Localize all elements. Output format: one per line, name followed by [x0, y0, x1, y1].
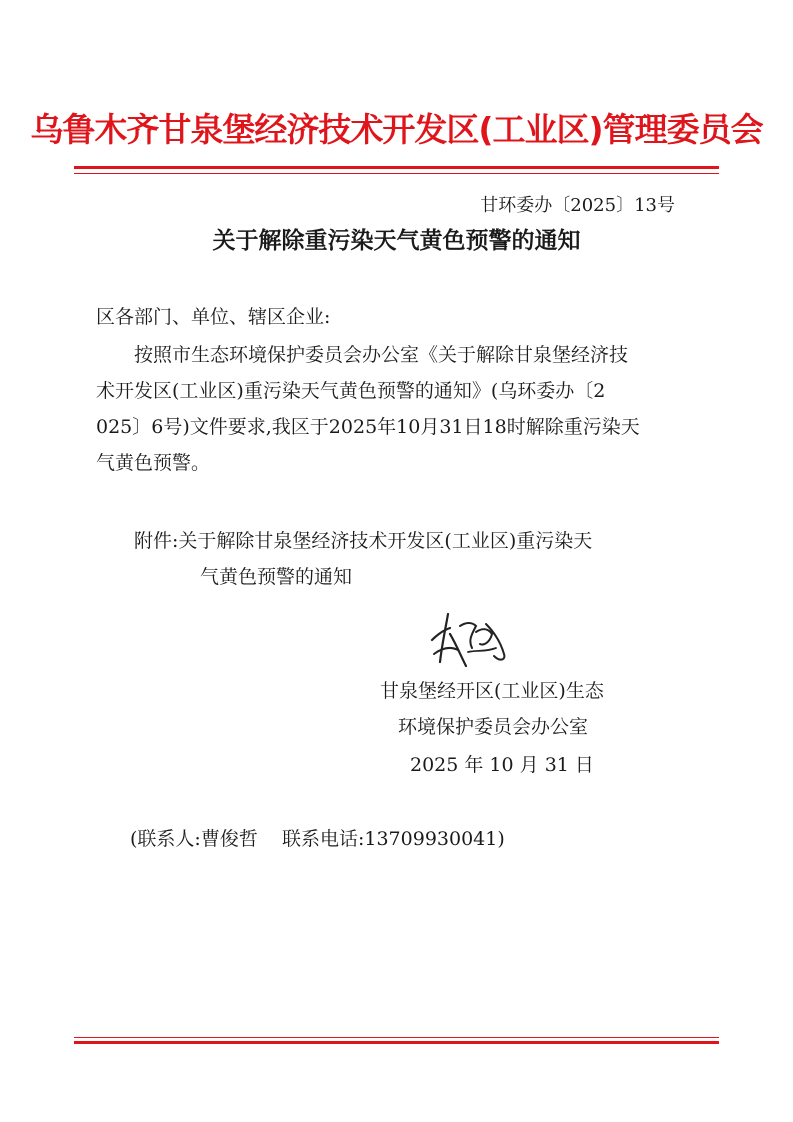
document-title: 关于解除重污染天气黄色预警的通知	[212, 227, 581, 254]
signature-scribble	[420, 604, 520, 674]
contact-info: (联系人:曹俊哲 联系电话:13709930041)	[130, 828, 505, 850]
body-line: 气黄色预警。	[96, 452, 211, 474]
document-number: 甘环委办〔2025〕13号	[480, 195, 675, 216]
signature-org-line: 甘泉堡经开区(工业区)生态	[380, 680, 604, 702]
signature-date: 2025 年 10 月 31 日	[410, 754, 594, 776]
footer-red-rule-thick	[74, 1041, 719, 1044]
signature-org-line: 环境保护委员会办公室	[398, 716, 589, 738]
attachment-line: 附件:关于解除甘泉堡经济技术开发区(工业区)重污染天	[134, 530, 593, 552]
issuing-organization-header: 乌鲁木齐甘泉堡经济技术开发区(工业区)管理委员会	[30, 110, 763, 149]
body-line: 025〕6号)文件要求,我区于2025年10月31日18时解除重污染天	[96, 416, 640, 438]
handwritten-signature	[420, 604, 520, 674]
header-red-rule-thin	[74, 173, 719, 174]
body-line: 术开发区(工业区)重污染天气黄色预警的通知》(乌环委办〔2	[96, 380, 606, 402]
footer-red-rule-thin	[74, 1037, 719, 1038]
salutation: 区各部门、单位、辖区企业:	[96, 306, 331, 328]
attachment-line: 气黄色预警的通知	[200, 566, 353, 588]
header-red-rule-thick	[74, 166, 719, 169]
body-line: 按照市生态环境保护委员会办公室《关于解除甘泉堡经济技	[134, 344, 629, 366]
